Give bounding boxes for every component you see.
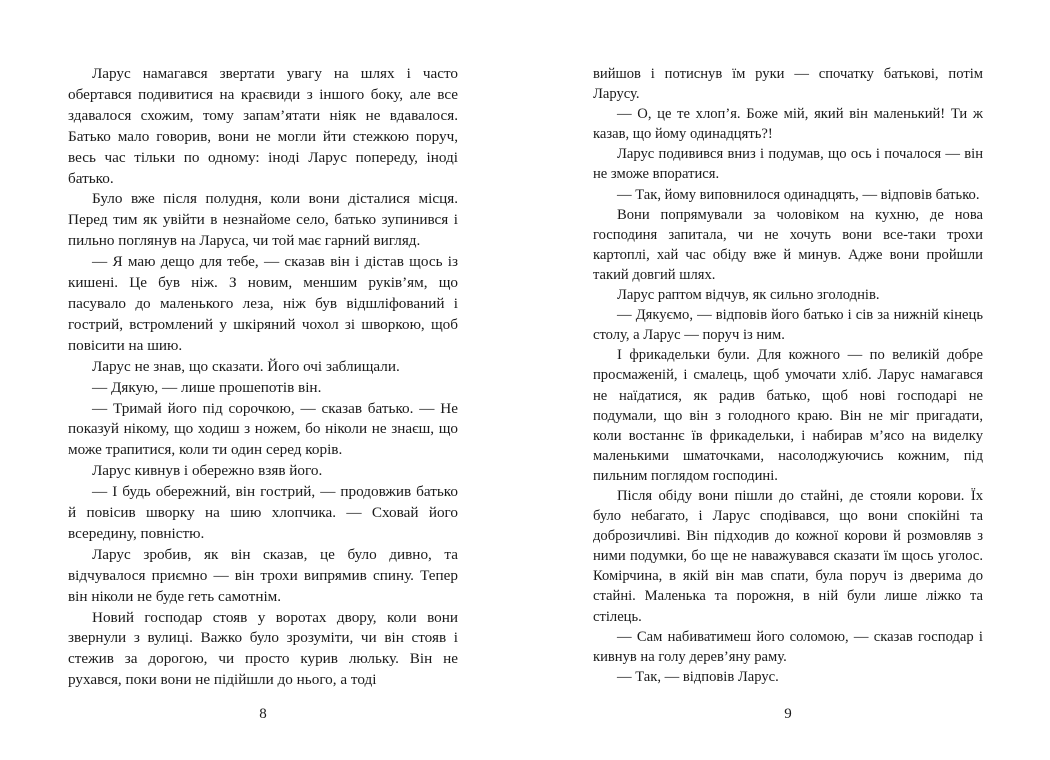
paragraph: Ларус не знав, що сказати. Його очі заблищали.: [92, 357, 400, 375]
paragraph: Було вже після полудня, коли вони дісталися місця. Перед тим як увійти в незнайоме село, батько зупинився і пильно поглянув на Ларуса, чи той має гарний вигляд.: [68, 190, 458, 250]
paragraph: — Тримай його під сорочкою, — сказав батько. — Не показуй нікому, що ходиш з ножем, бо ніколи не знаєш, що може трапитися, коли ти один серед корів.: [68, 399, 458, 459]
paragraph: — Дякую, — лише прошепотів він.: [92, 378, 322, 396]
page-number-left: 8: [259, 706, 267, 722]
paragraph: Ларус намагався звертати увагу на шлях і часто обертався подивитися на краєвиди з іншого боку, але все здавалося схожим, тому запам’ятати ніяк не вдавалося. Батько мало говорив, вони не могли йти стежкою поруч, весь час тільки по одному: іноді Ларус попереду, іноді батько.: [68, 65, 458, 187]
page-number-right: 9: [784, 706, 792, 722]
left-page-text: [68, 64, 458, 691]
paragraph: — Я маю дещо для тебе, — сказав він і дістав щось із кишені. Це був ніж. З новим, меншим руків’ям, що пасувало до маленького леза, ніж був відшліфований і гострий, встромлений у шкіряний чохол зі шворкою, щоб повісити на шию.: [68, 253, 458, 354]
continued-paragraph: вийшов і потиснув їм руки — спочатку батькові, потім Ларусу.: [593, 66, 983, 103]
paragraph: Ларус раптом відчув, як сильно зголоднів.: [617, 287, 880, 304]
paragraph: Ларус кивнув і обережно взяв його.: [92, 462, 323, 480]
paragraph: — Так, йому виповнилося одинадцять, — відповів батько.: [617, 186, 980, 203]
paragraph: — Дякуємо, — відповів його батько і сів за нижній кінець столу, а Ларус — поруч із ним.: [593, 307, 983, 344]
paragraph: — І будь обережний, він гострий, — продовжив батько й повісив шворку на шию хлопчика. — Сховай його всередину, повністю.: [68, 483, 458, 542]
paragraph: І фрикадельки були. Для кожного — по великій добре просмаженій, і смалець, щоб умочати хліб. Ларус намагався не наїдатися, як радив батько, щоб нові господарі не подумали, що він з голодного краю. Він не міг пригадати, коли востаннє їв фрикадельки, і набирав м’ясо на виделку маленькими шматочками, насолоджуючись кожним, під пильним поглядом господині.: [593, 347, 983, 484]
paragraph: — Так, — відповів Ларус.: [617, 668, 779, 685]
paragraph: Ларус подивився вниз і подумав, що ось і почалося — він не зможе впоратися.: [593, 146, 983, 183]
paragraph: Вони попрямували за чоловіком на кухню, де нова господиня запитала, чи не хочуть вони все-таки трохи картоплі, хай час обіду вже й минув. Адже вони пройшли такий довгий шлях.: [593, 206, 983, 283]
right-page-text: [593, 64, 983, 687]
paragraph: Після обіду вони пішли до стайні, де стояли корови. Їх було небагато, і Ларус сподівався, що вони спокійні та доброзичливі. Він підходив до кожної корови й розмовляв з ними подумки, бо ще не наважувався сказати їм щось уголос. Комірчина, в якій він мав спати, була поруч із дверима до стайні. Маленька та порожня, в ній були лише ліжко та стілець.: [593, 487, 983, 625]
paragraph: Ларус зробив, як він сказав, це було дивно, та відчувалося приємно — він трохи випрямив спину. Тепер він ніколи не буде геть самотнім.: [68, 545, 458, 605]
paragraph: Новий господар стояв у воротах двору, коли вони звернули з вулиці. Важко було зрозуміти, чи він стояв і стежив за дорогою, чи просто курив люльку. Він не рухався, поки вони не підійшли до нього, а тоді: [68, 608, 458, 689]
paragraph: — О, це те хлоп’я. Боже мій, який він маленький! Ти ж казав, що йому одинадцять?!: [593, 106, 983, 143]
paragraph: — Сам набиватимеш його соломою, — сказав господар і кивнув на голу дерев’яну раму.: [593, 628, 983, 665]
